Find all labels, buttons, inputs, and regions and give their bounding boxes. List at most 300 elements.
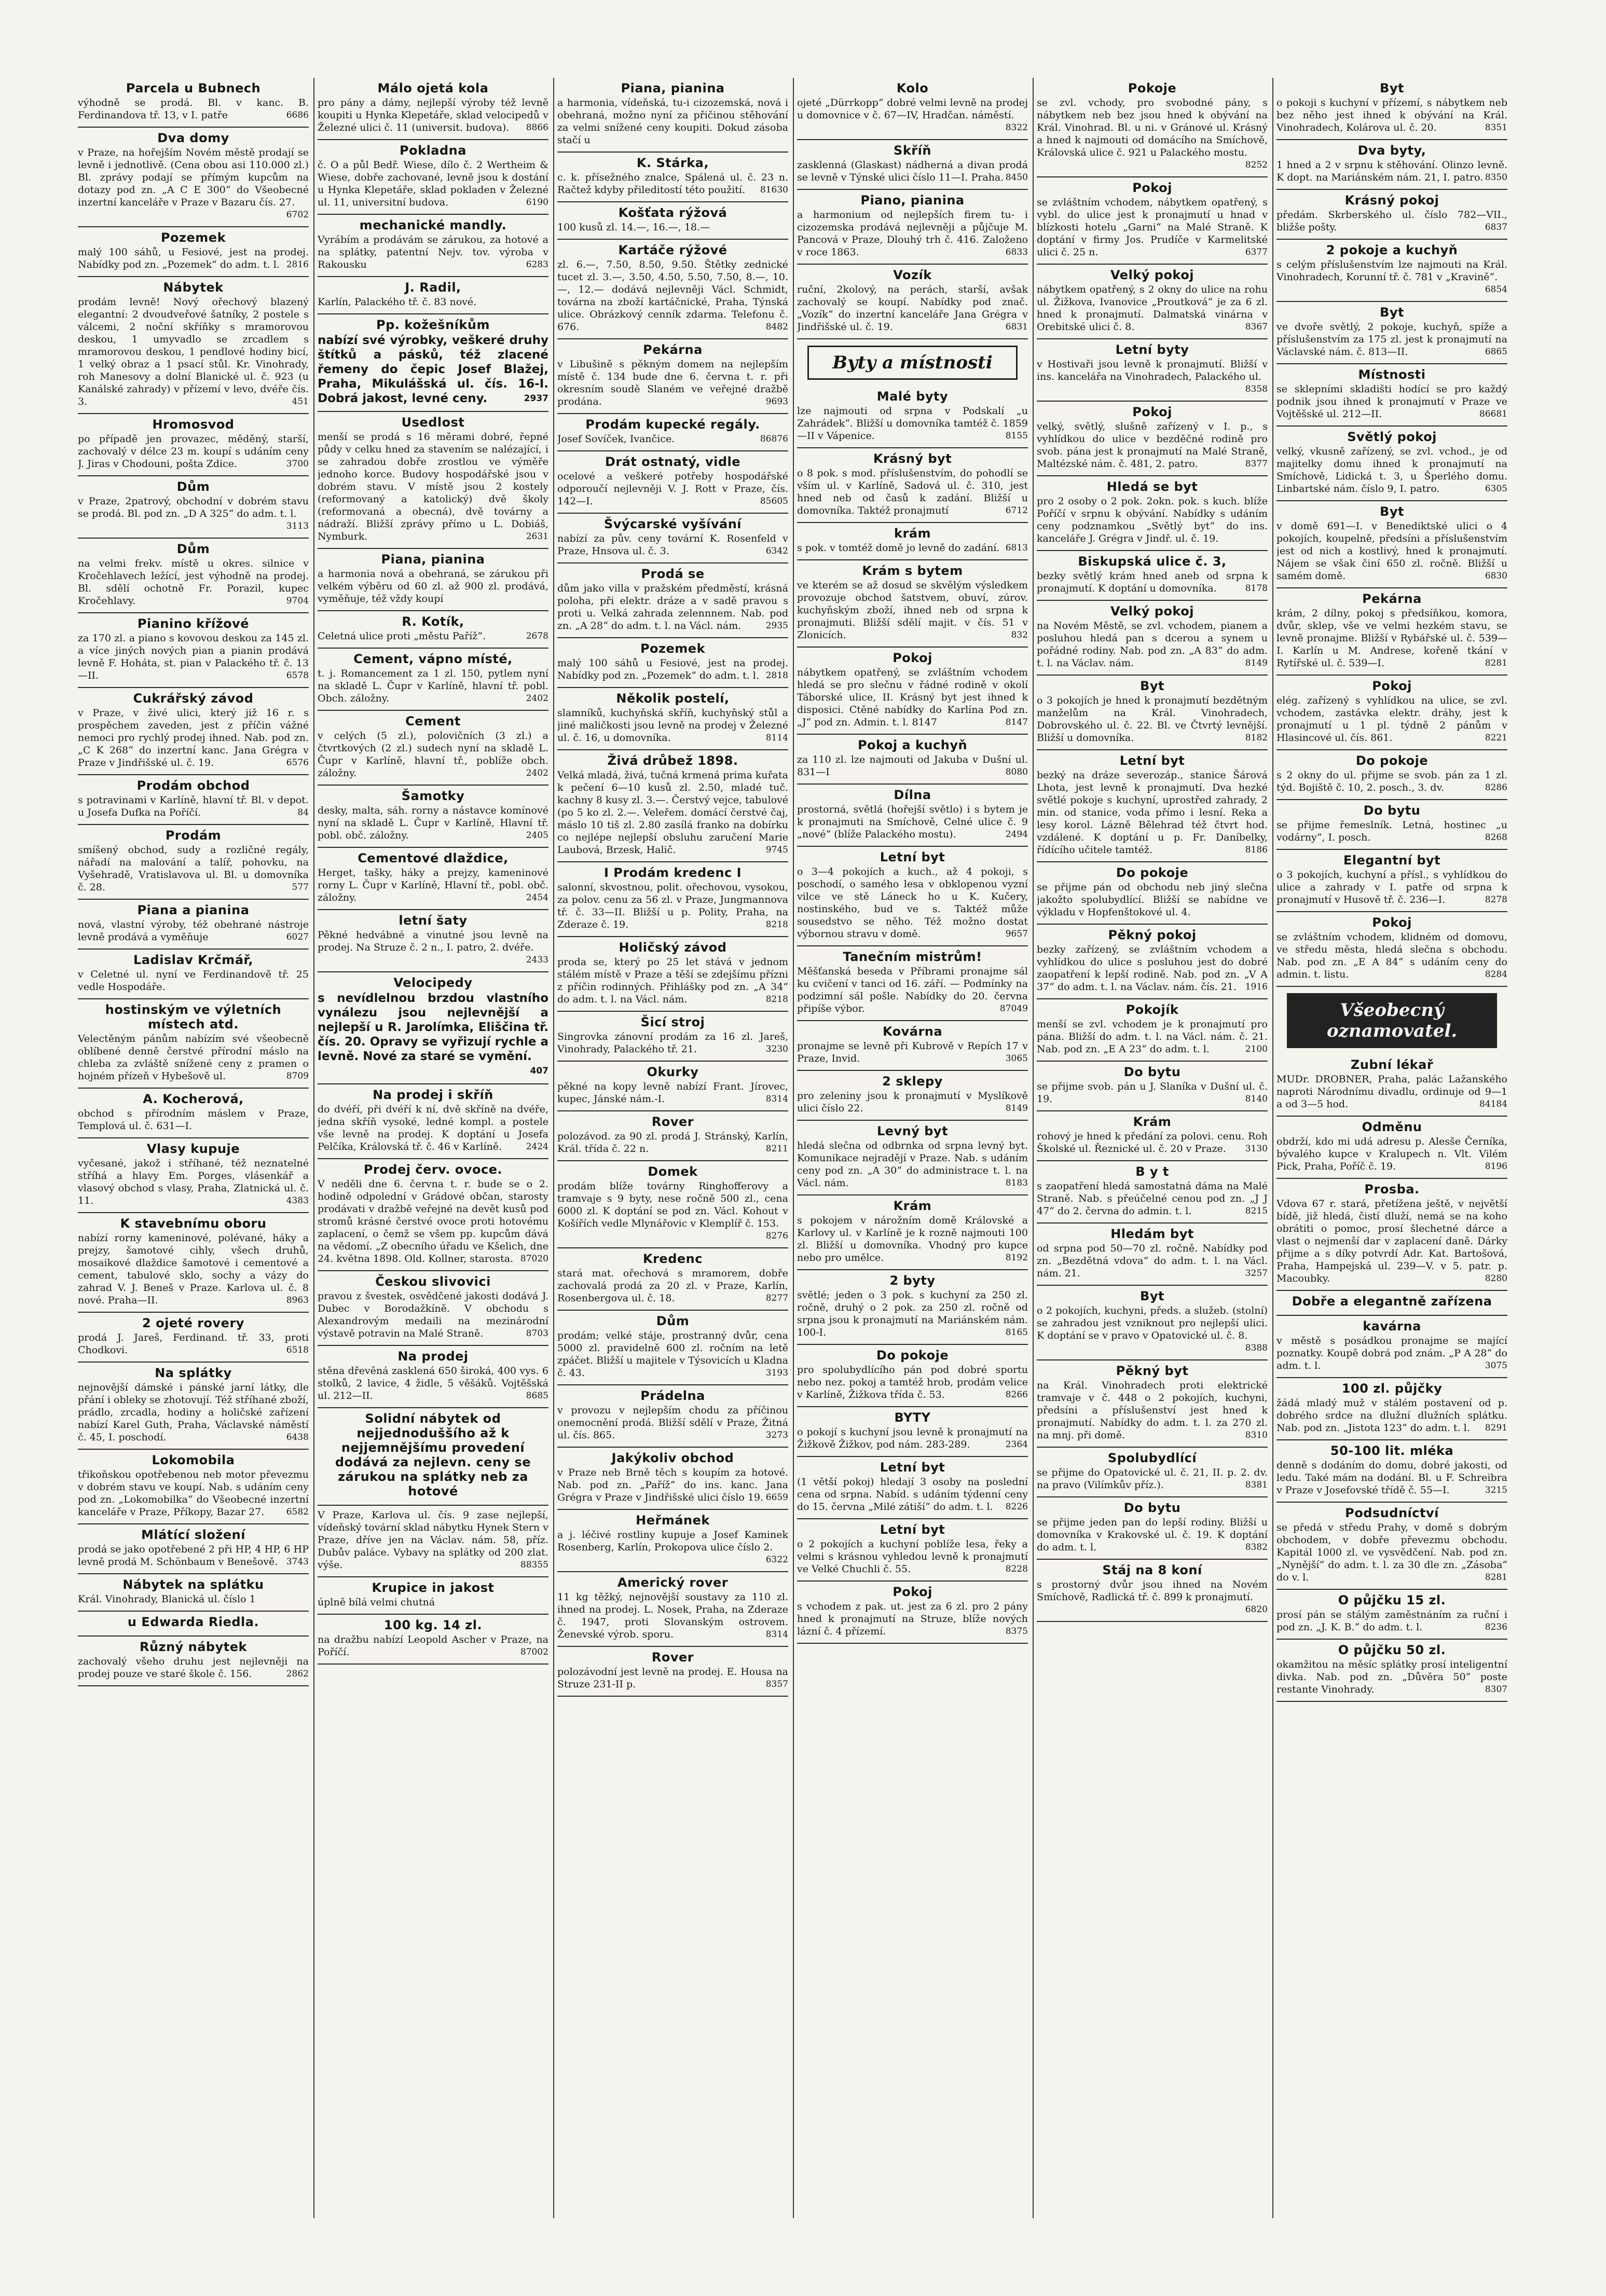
ad-headline: 2 ojeté rovery xyxy=(142,1316,244,1330)
ad-body xyxy=(78,632,309,682)
ad-text: se přijme svob. pán u J. Slaníka v Dušní ul. č. 19. xyxy=(1037,1081,1268,1105)
ad-reference-number: 6582 xyxy=(286,1507,309,1517)
ad-text: třikoňskou opotřebenou neb motor převezmu v dobrém stavu ve koupí. Nab. s udáním ceny pod zn. „Lokomobilka“ do Všeobecné inzertní kanceláře v Praze, Příkopy, Bazar 27. xyxy=(78,1469,309,1518)
ad-headline: Košťata rýžová xyxy=(618,205,727,220)
ad-reference-number: 87049 xyxy=(999,1003,1028,1014)
ad-body xyxy=(1276,607,1507,669)
ad-reference-number: 84184 xyxy=(1479,1099,1507,1109)
classified-ad xyxy=(557,862,788,937)
ad-text: 11 kg těžký, nejnovější soustavy za 110 zl. ihned na prodej. L. Nosek, Praha, na Zderaze č. 1947, proti Slovanským ostrovem. Ženevské výrob. sporu. xyxy=(557,1591,788,1640)
ad-headline: Pokoj xyxy=(1132,181,1172,195)
ad-text: se zvláštním vchodem, nábytkem opatřený, s vybl. do ulice jest k pronajmutí u hnad v blízkosti hotelu „Garni“ na Malé Straně. K doptání v firmy Jos. Prudíče v Karmelitské ulici č. 25 n. xyxy=(1037,197,1268,258)
classified-ad xyxy=(557,514,788,563)
classified-ad xyxy=(1037,601,1268,676)
ad-text: prodám; velké stáje, prostranný dvůr, cena 5000 zl. pravidelně 600 zl. ročním na letě zpáčet. Bližší u majitele v Týsovicích u Kladna č. 43. xyxy=(557,1330,788,1379)
classified-ad xyxy=(1276,78,1507,140)
ad-text: nábytkem opatřený, se zvláštním vchodem hledá se pro slečnu v řádné rodině v okolí Táborské ulice, II. Krásný byt jest ihned k disposici. Ctěné nabídky do Karlína Pod zn. „J“ pod zn. Admin. t. l. 8147 xyxy=(797,667,1028,728)
ad-headline: Prádelna xyxy=(640,1388,705,1403)
classified-ad xyxy=(557,1012,788,1062)
section-heading-byty: Byty a místnosti xyxy=(807,346,1018,380)
ad-text: lze najmouti od srpna v Podskalí „u Zahrádek“. Bližší u domovníka tamtéž č. 1859—II v Vápenice. xyxy=(797,405,1028,442)
ad-text: úplně bílá velmi chutná xyxy=(318,1597,435,1608)
classified-ad xyxy=(1037,78,1268,177)
ad-reference-number: 6712 xyxy=(1005,505,1028,516)
ad-body xyxy=(557,470,788,507)
ad-text: zasklenná (Glaskast) nádherná a divan prodá se levně v Týnské ulici číslo 11—I. Praha. xyxy=(797,159,1028,183)
ad-reference-number: 2364 xyxy=(1005,1439,1028,1450)
classified-ad xyxy=(557,240,788,339)
ad-headline: Okurky xyxy=(647,1065,699,1079)
ad-body xyxy=(78,495,309,531)
classified-ad xyxy=(78,1213,309,1313)
ad-headline: Pokoj xyxy=(893,651,932,665)
ad-reference-number: 8277 xyxy=(765,1293,788,1303)
ad-reference-number: 8375 xyxy=(1005,1626,1028,1637)
ad-headline: Letní byt xyxy=(880,1460,945,1475)
ad-text: v Celetné ul. nyní ve Ferdinandově tř. 25 vedle Hospodáře. xyxy=(78,969,309,993)
classified-ad xyxy=(1276,1503,1507,1590)
ad-text: obchod s přírodním máslem v Praze, Templová ul. č. 631—I. xyxy=(78,1108,309,1132)
ad-text: výhodně se prodá. Bl. v kanc. B. Ferdinandova tř. 13, v I. patře xyxy=(78,97,309,121)
ad-text: Herget, tašky, háky a prejzy, kameninové rorny L. Čupr v Karlíně, Hlavní tř., pobl. obč. záložny. xyxy=(318,867,548,903)
ad-text: za 170 zl. a piano s kovovou deskou za 145 zl. a více jiných nových pian a pianin prodává levně F. Hoháta, st. pian v Palackého tř. č. 13—II. xyxy=(78,633,309,681)
classified-ad xyxy=(318,1346,548,1408)
classified-ad xyxy=(78,1574,309,1612)
ad-headline: Dům xyxy=(176,542,210,556)
ad-text: v Praze, na hořejším Novém městě prodají se levně i jednotlivě. (Cena obou asi 110.000 zl.) Bl. zprávy podají se přímým kupcům na dotazy pod zn. „A C E 300“ do Všeobecné inzertní kanceláře v Praze v Bazaru čís. 27. xyxy=(78,147,309,208)
ad-text: obdrží, kdo mi udá adresu p. Alesše Černíka, bývalého kupce v Kralupech n. Vlt. Vilém Pick, Praha, Poříč č. 19. xyxy=(1276,1136,1507,1172)
ad-body xyxy=(797,1538,1028,1575)
ad-headline: Cement, vápno místé, xyxy=(353,652,513,666)
ad-headline: Kredenc xyxy=(643,1252,703,1266)
ad-headline: hostinským ve výletních místech atd. xyxy=(105,1002,282,1032)
ad-body xyxy=(797,965,1028,1015)
ad-body xyxy=(797,865,1028,940)
ad-headline: Na splátky xyxy=(155,1366,232,1380)
ad-reference-number: 87002 xyxy=(520,1647,548,1657)
ad-reference-number: 8357 xyxy=(765,1679,788,1689)
ad-headline: Piano, pianina xyxy=(860,193,965,208)
ad-reference-number: 2935 xyxy=(765,621,788,631)
ad-text: s nevídlelnou brzdou vlastního vynálezu jsou nejlevnější a nejlepší u R. Jarolímka, Eliščina tř. čís. 20. Opravy se vyřizují rychle a levně. Nové za staré se vymění. xyxy=(318,992,548,1063)
ad-text: bezký na dráze severozáp., stanice Šárová Lhota, jest levně k pronajmutí. Dva hezké světlé pokoje s kuchyní, uprostřed zahrady, 2 min. od stanice, voda přímo i lesní. Reka a lesy korol. Lázně Bělehrad též čtvrt hod. vzdálené. K doptání u p. Fr. Daníbelky, řídícího učitele tamtéž. xyxy=(1037,769,1268,856)
ad-text: pronajme se levně při Kubrově v Repích 17 v Praze, Invid. xyxy=(797,1040,1028,1064)
classified-ad xyxy=(1037,177,1268,265)
ad-text: Vdova 67 r. stará, přetížena ještě, v největší bídě, již hledá, čistí dluží, nemá se na koho obrátiti o pomoc, prosí šlechetné dárce a vlast o nejmenší dar v zaplacení daně. Dárky přijme a s díky potvrdí Adr. Kat. Bartošová, Praha, Hampejská ul. 239—V. v 5. patr. p. Macoubky. xyxy=(1276,1198,1507,1284)
ad-body xyxy=(1276,1608,1507,1633)
ad-text: nabízí za pův. ceny tovární K. Rosenfeld v Praze, Hnsova ul. č. 3. xyxy=(557,533,788,557)
ad-body xyxy=(557,358,788,408)
ad-headline: Vozík xyxy=(893,268,932,282)
ad-headline: Byt xyxy=(1140,1289,1164,1303)
classified-ad xyxy=(78,950,309,999)
ad-text: a harmonia, vídeňská, tu-i cizozemská, nová i obehraná, možno nyní za přičinou stěhování za velmi snížené ceny koupiti. Dokud zásoba stačí u xyxy=(557,97,788,146)
ad-reference-number: 6377 xyxy=(1245,247,1268,257)
ad-reference-number: 3230 xyxy=(765,1044,788,1054)
ad-text: předám. Skrberského ul. číslo 782—VII., bližše pošty. xyxy=(1276,209,1507,233)
classified-ad xyxy=(1276,501,1507,588)
classified-ad xyxy=(1276,302,1507,364)
classified-ad xyxy=(78,227,309,277)
ad-reference-number: 3215 xyxy=(1485,1485,1507,1495)
ad-reference-number: 8703 xyxy=(526,1328,548,1339)
column-divider xyxy=(1272,78,1273,2218)
ad-text: s pokojem v nárožním domě Královské a Karlovy ul. v Karlíně je k rozně najmouti 100 zl. Bližší u domovníka. Vhodný pro kupce nebo pro umělce. xyxy=(797,1215,1028,1263)
ad-reference-number: 2402 xyxy=(526,768,548,778)
classified-ad xyxy=(318,1615,548,1665)
ad-body xyxy=(797,579,1028,641)
classified-ad xyxy=(1276,427,1507,501)
classified-ad xyxy=(318,1159,548,1271)
ad-reference-number: 8268 xyxy=(1485,832,1507,843)
ad-headline: Pěkný byt xyxy=(1116,1364,1189,1378)
ad-text: salonní, skvostnou, polit. ořechovou, vysokou, za polov. cenu za 56 zl. v Praze, Jungmannova tř. č. 33—II. Bližší u p. Polity, Praha, na Zderaze č. 19. xyxy=(557,882,788,930)
ad-body xyxy=(557,1267,788,1304)
ad-reference-number: 6686 xyxy=(286,110,309,120)
classified-ad xyxy=(797,140,1028,190)
ad-body xyxy=(318,296,548,308)
ad-text: o pokojí s kuchyní jsou levně k pronajmutí na Žižkově Žižkov, pod nám. 283-289. xyxy=(797,1426,1028,1450)
classified-ad xyxy=(797,523,1028,560)
ad-headline: BYTY xyxy=(894,1410,931,1425)
ad-headline: Usedlost xyxy=(401,415,465,430)
ad-column-3 xyxy=(557,78,788,2218)
ad-body xyxy=(1037,1180,1268,1217)
classified-ad xyxy=(318,215,548,277)
ad-body xyxy=(1037,1242,1268,1280)
classified-ad xyxy=(797,847,1028,946)
classified-ad xyxy=(1276,912,1507,987)
ad-reference-number: 8377 xyxy=(1245,459,1268,469)
classified-ad xyxy=(797,560,1028,648)
ad-headline: Nábytek xyxy=(163,280,224,295)
ad-reference-number: 8266 xyxy=(1005,1390,1028,1400)
ad-headline: Prodá se xyxy=(641,567,705,581)
ad-text: prosí pán se stálým zaměstnáním za ruční i pod zn. „J. K. B.“ do adm. t. l. xyxy=(1276,1609,1507,1633)
ad-body xyxy=(1037,1018,1268,1055)
ad-headline: Pekárna xyxy=(1362,592,1422,606)
ad-body xyxy=(557,221,788,233)
ad-headline: Byt xyxy=(1380,81,1404,95)
classified-ad xyxy=(318,1408,548,1506)
ad-text: ve kterém se až dosud se skvělým výsledkem provozuje obchod šatstvem, obuví, zúrov. kuchyňským zboží, ihned neb od srpna k pronajmuti. Bližší sdělí majit. v čís. 51 v Zlonicích. xyxy=(797,580,1028,641)
ad-headline: Podsudníctví xyxy=(1345,1506,1439,1520)
ad-headline: Do pokoje xyxy=(876,1348,949,1363)
classified-ad xyxy=(797,946,1028,1021)
ad-reference-number: 9693 xyxy=(765,396,788,407)
ad-reference-number: 6518 xyxy=(286,1345,309,1355)
ad-headline: Dům xyxy=(656,1314,690,1328)
ad-body xyxy=(1276,769,1507,794)
ad-text: do dvéří, při dvéří k ní, dvě skříně na dvéře, jedna skříň vysoké, ledné kompl. a postele vše levně na prodej. K doptání u Josefa Pelčíka, Královská tř. č. 46 v Karlíně. xyxy=(318,1104,548,1152)
ad-body xyxy=(557,171,788,196)
ad-body xyxy=(1276,159,1507,184)
ad-headline: Málo ojetá kola xyxy=(377,81,489,95)
ad-reference-number: 8140 xyxy=(1245,1094,1268,1104)
ad-body xyxy=(1276,258,1507,295)
classified-ad xyxy=(797,785,1028,847)
ad-body xyxy=(797,405,1028,442)
ad-reference-number: 8307 xyxy=(1485,1684,1507,1695)
ad-body xyxy=(557,881,788,931)
ad-reference-number: 2678 xyxy=(526,631,548,641)
ad-text: v Praze, 2patrový, obchodní v dobrém stavu se prodá. Bl. pod zn. „D A 325“ do adm. t. l. xyxy=(78,496,309,519)
ad-text: pro pány a dámy, nejlepší výroby též levně koupiti u Hynka Klepetáře, sklad velocipedů v Železné ulici č. 11 (universit. budova). xyxy=(318,97,548,133)
classified-ad xyxy=(1276,1117,1507,1179)
ad-body xyxy=(797,542,1028,554)
ad-headline: Dobře a elegantně zařízena xyxy=(1292,1294,1492,1309)
classified-ad xyxy=(557,1311,788,1385)
ad-reference-number: 8709 xyxy=(286,1071,309,1081)
ad-text: prostorná, světlá (hořejší světlo) i s bytem je k pronajmuti na Smíchově, Celné ulice č. 9 „nové“ (blíže Palackého mostu). xyxy=(797,804,1028,840)
ad-headline: Dva byty, xyxy=(1357,143,1426,158)
ad-text: zachovalý všeho druhu jest nejlevněji na prodej pouze ve staré škole č. 156. xyxy=(78,1656,309,1680)
ad-headline: Pokoj xyxy=(893,1585,932,1599)
ad-text: krám, 2 dílny, pokoj s předsíňkou, komora, dvůr, sklep, vše ve velmi hezkém stavu, se levně pronajme. Bližší v Rybářské ul. č. 539—I. Karlín u M. Andrese, kořeně tkání v Rytířské ul. č. 539—I. xyxy=(1276,608,1507,669)
ad-body xyxy=(557,1030,788,1055)
ad-body xyxy=(1037,1080,1268,1105)
ad-headline: Pokoj a kuchyň xyxy=(857,738,968,752)
ad-body xyxy=(557,97,788,146)
ad-text: o 3 pokojích, kuchyní a přísl., s vyhlídkou do ulice a zahrady v I. patře od srpna k pronajmutí v Husově tř. č. 236—I. xyxy=(1276,869,1507,905)
ad-headline: I Prodám kredenc I xyxy=(603,865,742,880)
ad-reference-number: 6190 xyxy=(526,197,548,208)
ad-text: pro spolubydlícího pán pod dobré sportu nebo nez. pokoj a tamtéž hrob, prodám velice v Karlíně, Žižkova třída č. 53. xyxy=(797,1364,1028,1400)
ad-text: Vyrábím a prodávám se zárukou, za hotové a na splátky, patentní Nejv. tov. výroba v Rakousku xyxy=(318,234,548,270)
classified-ad xyxy=(797,1021,1028,1071)
ad-body xyxy=(78,707,309,769)
ad-body xyxy=(318,929,548,965)
ad-headline: Pokojík xyxy=(1125,1002,1179,1017)
ad-text: menší se zvl. vchodem je k pronajmutí pro pána. Bližší do adm. t. l. na Václ. nám. č. 21. Nab. pod zn. „E A 23“ do adm. t. l. xyxy=(1037,1019,1268,1055)
ad-reference-number: 8147 xyxy=(1005,717,1028,727)
ad-headline: A. Kocherová, xyxy=(143,1092,244,1106)
ad-text: Celetná ulice proti „městu Paříž“. xyxy=(318,630,486,642)
ad-body xyxy=(78,1107,309,1132)
ad-text: rohový je hned k předání za polovi. cenu. Roh Školské ul. Řeznické ul. č. 20 v Praze. xyxy=(1037,1131,1268,1154)
ad-body xyxy=(1037,694,1268,744)
ad-text: zl. 6.—, 7.50, 8.50, 9.50. Štětky zednické tucet zl. 3.—, 3.50, 4.50, 5.50, 7.50, 8.—, 10.—, 12.— dodává nejlevněji Václ. Schmidt, továrna na zboží kartáčnické, Praha, Týnská ulice. Obrázkový cenník zdarma. Telefonu č. 676. xyxy=(557,259,788,333)
ad-headline: Pokoje xyxy=(1128,81,1177,95)
ad-text: s zaopatření hledá samostatná dáma na Malé Straně. Nab. s přeúčelné cenou pod zn. „J J 47“ do 2. června do admin. t. l. xyxy=(1037,1180,1268,1217)
classified-ad xyxy=(318,277,548,314)
ad-text: prodá se jako opotřebené 2 při HP, 4 HP, 6 HP levně prodá M. Schönbaum v Benešově. xyxy=(78,1544,309,1568)
ad-body xyxy=(318,333,548,406)
classified-ad xyxy=(318,786,548,848)
ad-headline: Krupice in jakost xyxy=(372,1580,495,1595)
ad-reference-number: 8322 xyxy=(1005,122,1028,133)
ad-headline: 2 sklepy xyxy=(882,1074,943,1089)
ad-body xyxy=(1276,209,1507,233)
classified-ad xyxy=(78,476,309,539)
ad-text: s potravinami v Karlíně, hlavní tř. Bl. v depot. u Josefa Dufka na Poříčí. xyxy=(78,794,309,818)
ad-reference-number: 2937 xyxy=(524,393,548,404)
ad-text: v Praze, v živé ulici, který již 16 r. s prospěchem zaveden, jest z příčin vážné nemoci pro rychlý prodej ihned. Nab. pod zn. „C K 268“ do inzertní kanc. Jana Grégra v Praze v Jindřišské ul. č. 19. xyxy=(78,707,309,768)
ad-headline: Prosba. xyxy=(1364,1182,1420,1197)
ad-reference-number: 2433 xyxy=(526,955,548,965)
ad-body xyxy=(1037,1379,1268,1441)
classified-ad xyxy=(1037,1223,1268,1286)
ad-reference-number: 8221 xyxy=(1485,733,1507,743)
ad-headline: Cementové dlaždice, xyxy=(358,851,509,865)
ad-body xyxy=(78,1655,309,1680)
ad-headline: 50-100 lit. mléka xyxy=(1330,1443,1454,1458)
ad-body xyxy=(78,97,309,121)
ad-headline: Velký pokoj xyxy=(1110,604,1194,618)
column-divider xyxy=(553,78,554,2218)
ad-reference-number: 8310 xyxy=(1245,1430,1268,1440)
ad-body xyxy=(557,956,788,1006)
ad-headline: Letní byt xyxy=(1119,753,1185,768)
classified-ad xyxy=(318,140,548,215)
classified-ad xyxy=(318,848,548,910)
classified-ad xyxy=(557,688,788,750)
ad-reference-number: 6865 xyxy=(1485,347,1507,357)
ad-body xyxy=(318,630,548,642)
ad-reference-number: 8314 xyxy=(765,1629,788,1640)
ad-body xyxy=(557,582,788,632)
ad-headline: 2 pokoje a kuchyň xyxy=(1326,243,1458,257)
ad-text: Velká mladá, živá, tučná krmená prima kuřata k pečení 6—10 kusů zl. 2.50, mladé tuč. kachny 8 kusy zl. 3.—. Čerstvý vejce, tabulové (po 5 ko zl. 2.—. Veleřem. domácí čerstvé čaj, máslo 10 tiš zl. 2.80 zasílá franko na dobírku co nejlépe nejlepší obsluhu zaručení Marie Laubová, Brzesk, Halič. xyxy=(557,769,788,856)
ad-text: nábytkem opatřený, s 2 okny do ulice na rohu ul. Žižkova, Ivanovice „Proutková“ je za 6 zl. hned k pronajmutí. Dalmatská vinárna v Orebitské ulici č. 8. xyxy=(1037,284,1268,333)
ad-body xyxy=(1276,1073,1507,1110)
ad-headline: Dílna xyxy=(894,788,931,802)
classified-ad xyxy=(1276,1179,1507,1291)
ad-body xyxy=(78,1543,309,1568)
ad-body xyxy=(318,1103,548,1153)
ad-reference-number: 8367 xyxy=(1245,322,1268,332)
ad-reference-number: 8382 xyxy=(1245,1542,1268,1552)
ad-reference-number: 88355 xyxy=(520,1560,548,1570)
ad-text: o 3 pokojích je hned k pronajmutí bezdětným manželům na Král. Vinohradech, Dobrovského ul. č. 22. Bl. ve Čtvrtý levnější. Bližší u domovníka. xyxy=(1037,695,1268,744)
classified-ad xyxy=(318,412,548,549)
ad-reference-number: 8388 xyxy=(1245,1343,1268,1353)
ad-reference-number: 8218 xyxy=(765,994,788,1005)
ad-body xyxy=(78,968,309,993)
classified-ad xyxy=(318,1506,548,1577)
ad-reference-number: 577 xyxy=(292,882,309,892)
ad-reference-number: 8866 xyxy=(526,122,548,133)
ad-reference-number: 8286 xyxy=(1485,782,1507,793)
ad-headline: Pp. kožešníkům xyxy=(376,318,490,332)
ad-headline: Do bytu xyxy=(1363,803,1421,818)
ad-reference-number: 2862 xyxy=(286,1669,309,1679)
ad-reference-number: 6813 xyxy=(1005,543,1028,553)
ad-headline: Českou slivovici xyxy=(375,1274,491,1289)
ad-body xyxy=(797,1476,1028,1513)
ad-headline: kavárna xyxy=(1363,1319,1421,1333)
ad-headline: Do pokoje xyxy=(1116,865,1189,880)
classified-ad xyxy=(797,1582,1028,1644)
ad-headline: Drát ostnatý, vidle xyxy=(605,455,741,469)
ad-reference-number: 8236 xyxy=(1485,1622,1507,1632)
classified-ad xyxy=(1037,1286,1268,1360)
ad-headline: Živá drůbež 1898. xyxy=(607,753,738,768)
ad-headline: O půjčku 50 zl. xyxy=(1338,1643,1446,1657)
ad-headline: Prodám obchod xyxy=(136,778,250,793)
ad-text: bezky světlý krám hned aneb od srpna k pronajmutí. K doptání u domovníka. xyxy=(1037,570,1268,594)
classified-ad xyxy=(318,1084,548,1159)
ad-body xyxy=(1276,869,1507,906)
ad-reference-number: 8215 xyxy=(1245,1206,1268,1216)
ad-text: Singrovka zánovní prodám za 16 zl. Jareš, Vinohrady, Palackého tř. 21. xyxy=(557,1031,788,1055)
ad-text: Pěkné hedvábné a vinutné jsou levně na prodej. Na Struze č. 2 n., I. patro, 2. dvéře. xyxy=(318,929,548,953)
classified-ad xyxy=(78,1524,309,1574)
ad-body xyxy=(1037,1130,1268,1155)
ad-headline: Cukrářský závod xyxy=(133,691,254,706)
ad-reference-number: 8218 xyxy=(765,919,788,930)
classified-ad xyxy=(797,1519,1028,1582)
ad-headline: Kartáče rýžové xyxy=(618,243,727,257)
classified-ad xyxy=(557,1572,788,1647)
ad-reference-number: 8450 xyxy=(1005,172,1028,183)
ad-body xyxy=(318,97,548,134)
ad-body xyxy=(1037,495,1268,545)
classified-ad xyxy=(78,1363,309,1450)
ad-headline: Do pokoje xyxy=(1355,753,1429,768)
ad-body xyxy=(557,1529,788,1565)
ad-reference-number: 8182 xyxy=(1245,733,1268,743)
ad-text: velký, světlý, slušně zařízený v I. p., s vyhlídkou do ulice v bezděčné rodině pro svob. pána jest k pronajmutí na Malé Straně, Maltézské nám. č. 481, 2. patro. xyxy=(1037,421,1268,470)
ad-headline: Byt xyxy=(1380,504,1404,519)
classified-ad xyxy=(78,78,309,128)
ad-reference-number: 8226 xyxy=(1005,1502,1028,1512)
ad-text: v městě s posádkou pronajme se mající poznatky. Koupě dobrá pod znám. „P A 28“ do adm. t. l. xyxy=(1276,1335,1507,1371)
ad-text: s vchodem z pak. ut. jest za 6 zl. pro 2 pány hned k pronajmutí na Struze, blíže nových lázní č. 4 přízemí. xyxy=(797,1601,1028,1637)
ad-headline: Šamotky xyxy=(401,789,465,803)
classified-ad xyxy=(797,1195,1028,1270)
classified-ad xyxy=(318,649,548,711)
ad-headline: Pokladna xyxy=(400,143,466,158)
ad-reference-number: 4383 xyxy=(286,1195,309,1206)
classified-ad xyxy=(1276,676,1507,750)
ad-body xyxy=(1037,943,1268,993)
ad-text: po případě jen provazec, měděný, starší, zachovalý v délce 23 m. koupí s udáním ceny J. Jiras v Chodouni, pošta Zdice. xyxy=(78,433,309,470)
ad-column-2 xyxy=(318,78,548,2218)
ad-reference-number: 6438 xyxy=(286,1432,309,1442)
classified-ad xyxy=(1037,999,1268,1062)
ad-reference-number: 8178 xyxy=(1245,583,1268,594)
classified-ad xyxy=(797,1071,1028,1121)
ad-headline: Krám xyxy=(1133,1115,1172,1129)
ad-body xyxy=(557,433,788,445)
ad-reference-number: 2494 xyxy=(1005,829,1028,840)
classified-ad xyxy=(1037,862,1268,925)
ad-text: od srpna pod 50—70 zl. ročně. Nabídky pod zn. „Bezdětná vdova“ do adm. t. l. na Václ. nám. 21. xyxy=(1037,1243,1268,1279)
classified-ad xyxy=(318,314,548,412)
ad-headline: Do bytu xyxy=(1123,1065,1181,1079)
ad-headline: Na prodej xyxy=(397,1349,469,1364)
ad-body xyxy=(318,991,548,1076)
ad-reference-number: 8228 xyxy=(1005,1564,1028,1574)
ad-headline: Kovárna xyxy=(882,1024,943,1039)
ad-body xyxy=(557,1130,788,1155)
ad-body xyxy=(78,844,309,893)
ad-reference-number: 3113 xyxy=(286,521,309,531)
classified-ad xyxy=(1037,925,1268,999)
ad-body xyxy=(1276,1658,1507,1696)
ad-reference-number: 8281 xyxy=(1485,658,1507,668)
classified-ad xyxy=(557,1062,788,1111)
ad-text: (1 větší pokoj) hledají 3 osoby na poslední cena od srpna. Nabíd. s udáním týdenní ceny do 15. června „Milé zátiší“ do adm. t. l. xyxy=(797,1476,1028,1513)
ad-headline: Dva domy xyxy=(157,131,229,145)
ad-reference-number: 6659 xyxy=(765,1492,788,1503)
ad-body xyxy=(557,1466,788,1504)
ad-reference-number: 6283 xyxy=(526,259,548,270)
ad-headline: Byt xyxy=(1140,679,1164,693)
ad-text: stará mat. ořechová s mramorem, dobře zachovalá prodá za 20 zl. v Praze, Karlín, Rosenbergova ul. č. 18. xyxy=(557,1268,788,1304)
ad-reference-number: 6837 xyxy=(1485,222,1507,232)
